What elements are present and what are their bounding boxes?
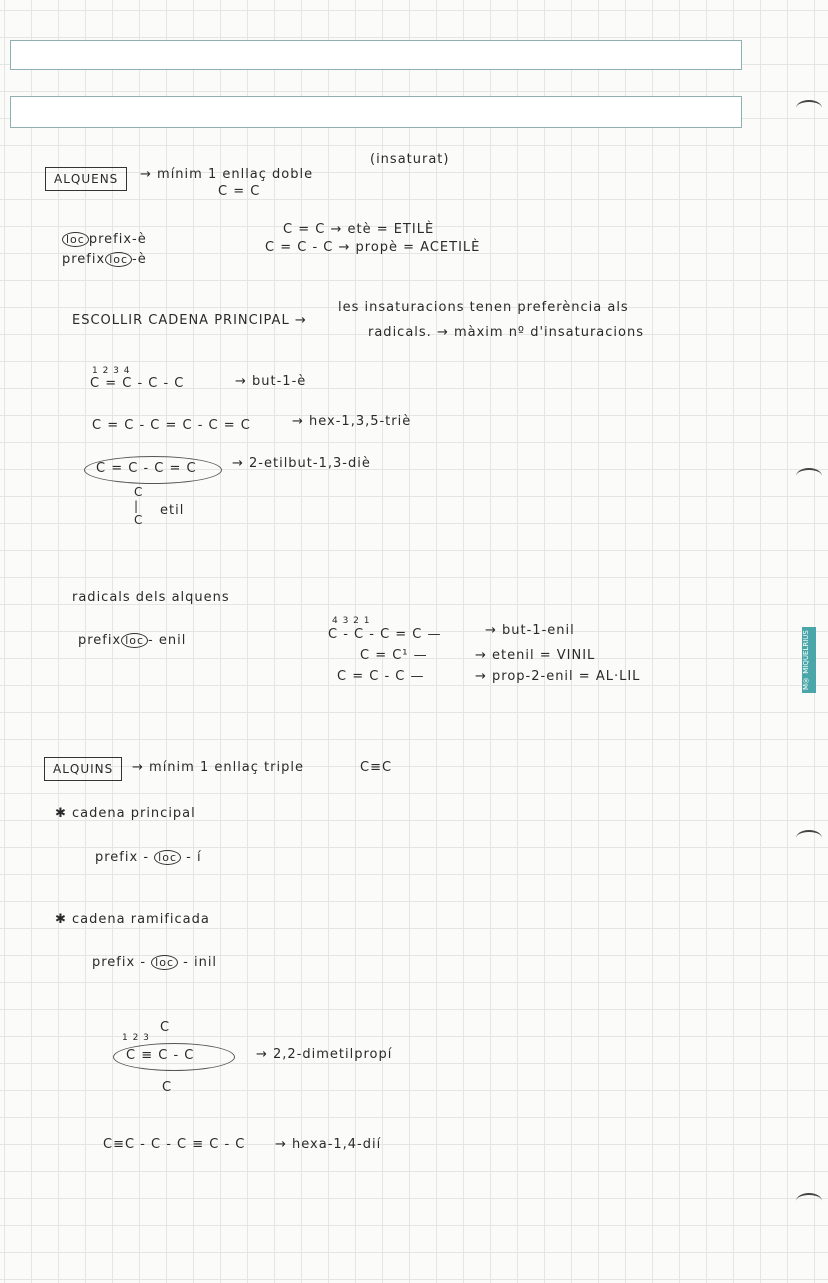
top-branch: C [160, 1020, 171, 1035]
example-propè: C = C - C → propè = ACETILÈ [265, 240, 481, 255]
binder-hole [796, 1193, 822, 1209]
radical-numbers: 4 3 2 1 [332, 616, 371, 626]
formula-1: C = C - C - C [90, 376, 185, 391]
brand-label: M® MIQUELRIUS [802, 627, 816, 693]
alquins-rule-1: prefix - loc - í [95, 850, 202, 865]
chain-text-2: radicals. → màxim nº d'insaturacions [368, 325, 644, 340]
name-1: → but-1-è [235, 374, 307, 389]
bottom-branch: C [162, 1080, 173, 1095]
example-etile: C = C → etè = ETILÈ [283, 222, 435, 237]
chain-numbers: 1 2 3 4 [92, 366, 131, 376]
alquens-heading: ALQUENS [45, 167, 127, 191]
name-2: → hex-1,3,5-triè [292, 414, 412, 429]
alquins-heading: ALQUINS [44, 757, 122, 781]
chain-label: ESCOLLIR CADENA PRINCIPAL → [72, 313, 307, 328]
binder-hole [796, 100, 822, 116]
alquins-formula-2: C≡C - C - C ≡ C - C [103, 1137, 246, 1152]
rule-1: loc prefix-è [62, 232, 147, 247]
radical-name-3: → prop-2-enil = AL·LIL [475, 669, 641, 684]
binder-hole [796, 830, 822, 846]
radical-formula-3: C = C - C — [337, 669, 425, 684]
alquins-name-1: → 2,2-dimetilpropí [256, 1047, 393, 1062]
radical-formula-2: C = C¹ — [360, 648, 428, 663]
binder-hole [796, 468, 822, 484]
name-3: → 2-etilbut-1,3-diè [232, 456, 371, 471]
subheading-main-chain: ✱ cadena principal [55, 806, 196, 821]
alquins-formula-1: C ≡ C - C [126, 1048, 195, 1063]
rule-2: prefix loc -è [62, 252, 147, 267]
alquens-bond: C = C [218, 184, 261, 199]
header-band-2 [10, 96, 742, 128]
alquins-rule-2: prefix - loc - inil [92, 955, 218, 970]
alquins-definition: → mínim 1 enllaç triple [132, 760, 304, 775]
alquins-name-2: → hexa-1,4-dií [275, 1137, 382, 1152]
header-band-1 [10, 40, 742, 70]
radicals-rule: prefix loc - enil [78, 633, 187, 648]
alquins-bond: C≡C [360, 760, 393, 775]
radicals-heading: radicals dels alquens [72, 590, 230, 605]
radical-name-2: → etenil = VINIL [475, 648, 596, 663]
radical-name-1: → but-1-enil [485, 623, 575, 638]
alquens-note: (insaturat) [370, 152, 450, 167]
chain-text-1: les insaturacions tenen preferència als [338, 300, 629, 315]
branch: C | C [134, 485, 144, 527]
formula-3: C = C - C = C [96, 461, 197, 476]
alquins-numbers: 1 2 3 [122, 1033, 150, 1043]
formula-2: C = C - C = C - C = C [92, 418, 251, 433]
branch-label: etil [160, 503, 185, 518]
radical-formula-1: C - C - C = C — [328, 627, 442, 642]
subheading-branched-chain: ✱ cadena ramificada [55, 912, 210, 927]
alquens-definition: → mínim 1 enllaç doble [140, 167, 314, 182]
